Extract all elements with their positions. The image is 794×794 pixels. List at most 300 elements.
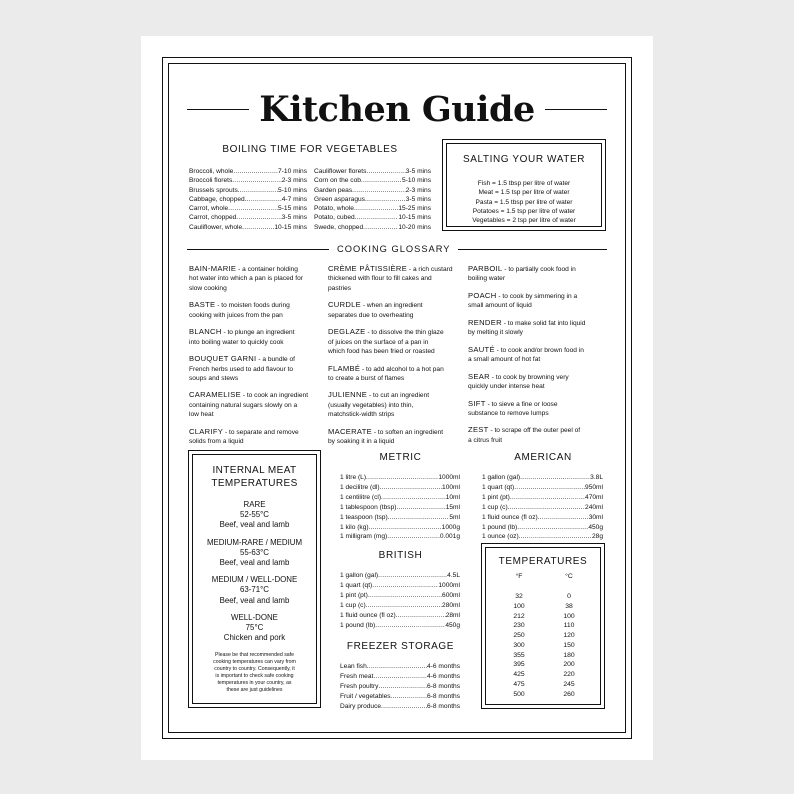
fahrenheit-value: 212 (513, 612, 525, 620)
salting-line: Vegetables = 2 tsp per litre of water (472, 217, 576, 225)
glossary-entry (328, 390, 463, 419)
glossary-entry (189, 327, 324, 347)
glossary-text: small amount of liquid (468, 302, 532, 310)
row-label: Fresh poultry (340, 682, 379, 690)
row-value: 280ml (442, 601, 460, 609)
freezer-title: FREEZER STORAGE (346, 641, 455, 652)
dot-leader (233, 167, 278, 176)
glossary-term: FLAMBÉ (328, 363, 361, 373)
glossary-term: SAUTÉ (468, 344, 495, 354)
fahrenheit-value: 100 (513, 602, 525, 610)
glossary-text: (usually vegetables) into thin, (328, 401, 414, 409)
meat-item (189, 538, 320, 569)
dot-leader (352, 186, 406, 195)
dot-leader (378, 571, 447, 581)
glossary-first-line (189, 327, 324, 337)
glossary-text: - to plunge an ingredient (221, 329, 295, 337)
glossary-column-1 (189, 264, 324, 454)
fahrenheit-value: 395 (513, 661, 525, 669)
glossary-entry (328, 327, 463, 356)
glossary-entry (468, 291, 603, 311)
row-value: 6-8 months (427, 692, 460, 700)
glossary-header (187, 242, 607, 256)
table-row (482, 503, 603, 513)
glossary-text: - to cook by simmering in a (496, 292, 578, 300)
page-title: Kitchen Guide (259, 88, 535, 130)
table-row (314, 176, 431, 185)
salting-line: Meat = 1.5 tsp per litre of water (478, 189, 570, 197)
row-label: 1 pint (pt) (482, 493, 510, 501)
glossary-text: into boiling water to quickly cook (189, 338, 284, 346)
glossary-text: - to make solid fat into liquid (501, 319, 586, 327)
row-value: 240ml (585, 503, 603, 511)
table-row (340, 662, 460, 672)
row-value: 950ml (585, 483, 603, 491)
glossary-term: CURDLE (328, 300, 362, 310)
table-row (340, 571, 460, 581)
dot-leader (391, 692, 427, 702)
glossary-text: - to soften an ingredient (372, 428, 444, 436)
dot-leader (373, 672, 427, 682)
row-value: 10-20 mins (398, 223, 431, 231)
row-value: 2-3 mins (405, 186, 431, 194)
row-value: 450g (445, 621, 460, 629)
row-value: 4.5L (447, 572, 460, 579)
row-label: 1 gallon (gal) (340, 572, 379, 579)
row-label: Dairy produce (340, 702, 382, 710)
row-label: Fresh meat (340, 672, 374, 680)
dot-leader (367, 662, 427, 672)
note-line: is important to check safe cooking (215, 672, 294, 679)
glossary-text: thickened with flour to fill cakes and (328, 275, 432, 283)
celsius-value: 180 (563, 651, 575, 659)
row-label: Cauliflower florets (314, 168, 367, 175)
table-row (189, 223, 307, 232)
table-row (340, 493, 460, 503)
american-title: AMERICAN (514, 452, 572, 463)
glossary-text: - a container holding (236, 266, 298, 273)
glossary-first-line (189, 354, 324, 364)
row-value: 28g (591, 533, 603, 541)
british-list (340, 571, 460, 630)
glossary-text: French herbs used to add flavour to (189, 365, 294, 373)
boiling-left-list (189, 167, 307, 232)
celsius-header: °C (565, 573, 573, 580)
dot-leader (363, 223, 398, 232)
glossary-text: substance to remove lumps (468, 409, 549, 417)
dot-leader (354, 204, 398, 213)
glossary-first-line (328, 364, 463, 374)
glossary-text: - to separate and remove (223, 428, 299, 436)
oven-temps-header (494, 572, 594, 582)
glossary-first-line (328, 300, 463, 310)
row-label: Cabbage, chopped (189, 195, 245, 203)
row-label: Corn on the cob (314, 177, 361, 185)
glossary-first-line (468, 425, 603, 435)
glossary-text: - to sieve a fine or loose (485, 400, 558, 408)
glossary-first-line (468, 291, 603, 301)
oven-temps-title: TEMPERATURES (498, 556, 588, 567)
table-row (340, 532, 460, 542)
row-label: Fruit / vegetables (340, 692, 391, 700)
glossary-entry (328, 264, 463, 293)
glossary-entry (189, 354, 324, 383)
row-label: 1 ounce (oz) (482, 533, 519, 541)
glossary-text: - to add alcohol to a hot pan (360, 365, 444, 373)
oven-temps-table (494, 592, 594, 699)
dot-leader (361, 176, 402, 185)
table-row (340, 621, 460, 631)
dot-leader (245, 195, 282, 204)
row-label: 1 cup (c) (340, 601, 366, 609)
salting-line: Pasta = 1.5 tbsp per litre of water (475, 198, 573, 206)
dot-leader (396, 503, 445, 513)
meat-types: Beef, veal and lamb (219, 595, 290, 605)
glossary-entry (468, 345, 603, 365)
table-row (482, 532, 603, 542)
glossary-term: RENDER (468, 317, 502, 327)
salting-lines (443, 179, 605, 225)
glossary-term: JULIENNE (328, 390, 368, 400)
glossary-term: SEAR (468, 371, 490, 381)
note-line: Please be that recommended safe (214, 652, 294, 658)
table-row (314, 223, 431, 232)
doneness-temp: 55-63°C (239, 547, 270, 557)
glossary-title: COOKING GLOSSARY (337, 244, 451, 254)
celsius-value: 220 (563, 671, 575, 678)
glossary-entry (468, 425, 603, 445)
table-row (482, 513, 603, 523)
row-label: 1 kilo (kg) (340, 523, 369, 531)
glossary-column-2 (328, 264, 463, 454)
row-label: Broccoli florets (189, 177, 233, 185)
glossary-entry (468, 318, 603, 338)
boiling-title: BOILING TIME FOR VEGETABLES (222, 144, 398, 155)
glossary-term: BOUQUET GARNI (189, 354, 257, 364)
glossary-entry (189, 390, 324, 419)
meat-items (189, 500, 320, 650)
glossary-first-line (468, 399, 603, 409)
note-line: temperatures in your country, as (217, 679, 292, 686)
table-row (340, 503, 460, 513)
glossary-entry (189, 264, 324, 293)
doneness-name: WELL-DONE (231, 612, 278, 622)
row-value: 3-5 mins (405, 168, 431, 175)
glossary-text: - to cook an ingredient (240, 392, 309, 400)
dot-leader (369, 523, 442, 533)
row-value: 600ml (442, 591, 460, 599)
row-label: 1 decilitre (dl) (340, 483, 380, 491)
row-label: 1 pound (lb) (340, 621, 376, 629)
row-label: Potato, cubed (314, 214, 355, 222)
meat-item (189, 500, 320, 531)
meat-note (189, 652, 320, 693)
dot-leader (381, 493, 446, 503)
glossary-text: of juices on the surface of a pan in (328, 338, 429, 346)
row-value: 2-3 mins (281, 177, 307, 185)
dot-leader (366, 473, 438, 483)
dot-leader (368, 591, 442, 601)
dot-leader (375, 621, 445, 631)
glossary-text: - to partially cook food in (502, 266, 576, 273)
note-line: cooking temperatures can vary from (213, 658, 296, 665)
celsius-value: 120 (563, 632, 575, 639)
fahrenheit-value: 425 (513, 671, 525, 678)
row-value: 6-8 months (427, 682, 460, 690)
glossary-term: BASTE (189, 300, 216, 310)
metric-list (340, 473, 460, 542)
table-row (340, 611, 460, 621)
title-left-rule (187, 109, 249, 110)
row-value: 30ml (588, 513, 603, 521)
fahrenheit-value: 32 (515, 593, 523, 600)
kitchen-guide-poster (141, 36, 653, 760)
glossary-first-line (189, 300, 324, 310)
glossary-text: boiling water (468, 275, 506, 283)
dot-leader (520, 473, 590, 483)
row-value: 15-25 mins (398, 205, 431, 213)
celsius-value: 150 (563, 641, 575, 649)
dot-leader (228, 204, 278, 213)
table-row (189, 213, 307, 222)
salting-box (442, 139, 606, 231)
salting-title: SALTING YOUR WATER (462, 154, 586, 165)
row-label: 1 pint (pt) (340, 591, 368, 599)
glossary-text: cooking with juices from the pan (189, 311, 283, 319)
salting-line: Fish = 1.5 tbsp per litre of water (477, 180, 571, 187)
row-value: 7-10 mins (278, 168, 307, 175)
glossary-term: SIFT (468, 398, 486, 408)
row-value: 450g (588, 523, 603, 531)
glossary-entry (468, 399, 603, 419)
boiling-right-list (314, 167, 431, 232)
row-value: 1000ml (438, 581, 460, 589)
celsius-value: 110 (563, 622, 575, 630)
glossary-text: by soaking it in a liquid (328, 438, 395, 446)
freezer-list (340, 662, 460, 712)
dot-leader (380, 483, 442, 493)
glossary-first-line (468, 264, 603, 274)
glossary-text: slow cooking (189, 284, 227, 292)
glossary-term: MACERATE (328, 426, 373, 436)
glossary-first-line (189, 390, 324, 400)
row-value: 100ml (442, 483, 460, 491)
row-label: 1 pound (lb) (482, 523, 518, 531)
dot-leader (365, 195, 406, 204)
row-label: 1 centilitre (cl) (340, 493, 382, 501)
row-value: 4-6 months (427, 672, 460, 680)
table-row (482, 523, 603, 533)
glossary-text: separates due to overheating (328, 311, 414, 319)
glossary-text: matchstick-width strips (328, 411, 395, 419)
table-row (340, 692, 460, 702)
row-label: Potato, whole (314, 205, 354, 213)
glossary-text: - to cook by browning very (489, 373, 569, 381)
fahrenheit-value: 500 (513, 690, 525, 698)
dot-leader (238, 186, 278, 195)
table-row (189, 195, 307, 204)
glossary-first-line (328, 427, 463, 437)
glossary-term: CARAMELISE (189, 390, 241, 400)
fahrenheit-value: 300 (513, 641, 525, 649)
doneness-temp: 52-55°C (239, 510, 270, 520)
note-line: country to country. Consequently, it (214, 665, 295, 672)
dot-leader (378, 682, 427, 692)
doneness-name: MEDIUM-RARE / MEDIUM (206, 537, 303, 547)
glossary-first-line (189, 264, 324, 274)
row-value: 10-15 mins (274, 223, 307, 231)
row-label: Green asparagus (314, 195, 365, 203)
table-row (340, 473, 460, 483)
dot-leader (387, 532, 440, 542)
table-row (314, 213, 431, 222)
row-label: Carrot, whole (189, 205, 229, 213)
glossary-text: soups and stews (189, 374, 239, 382)
glossary-entry (189, 427, 324, 447)
table-row (189, 204, 307, 213)
row-label: Garden peas (314, 186, 353, 194)
meat-types: Chicken and pork (223, 633, 286, 643)
table-row (189, 176, 307, 185)
dot-leader (514, 483, 585, 493)
row-label: 1 cup (c) (482, 503, 508, 511)
glossary-text: - a rich custard (407, 266, 453, 273)
dot-leader (372, 581, 438, 591)
glossary-term: BAIN-MARIE (189, 264, 237, 273)
glossary-first-line (468, 372, 603, 382)
celsius-value: 100 (563, 612, 575, 620)
glossary-entry (328, 300, 463, 320)
row-value: 3-5 mins (281, 214, 307, 222)
dot-leader (236, 213, 281, 222)
table-row (314, 186, 431, 195)
glossary-text: - to moisten foods during (215, 302, 290, 310)
glossary-text: a citrus fruit (468, 436, 503, 444)
glossary-text: - to dissolve the thin glaze (365, 329, 444, 337)
glossary-text: pastries (328, 284, 352, 292)
row-label: 1 milligram (mg) (340, 533, 388, 541)
meat-item (189, 613, 320, 644)
row-label: Swede, chopped (314, 223, 364, 231)
row-label: Cauliflower, whole (189, 223, 243, 231)
glossary-text: - a bundle of (256, 356, 295, 364)
fahrenheit-value: 475 (513, 680, 525, 688)
table-row (340, 591, 460, 601)
row-value: 6-8 months (427, 702, 460, 710)
glossary-term: PARBOIL (468, 264, 503, 273)
row-value: 10ml (445, 493, 460, 501)
glossary-text: solids from a liquid (189, 438, 244, 446)
table-row (482, 483, 603, 493)
row-label: 1 tablespoon (tbsp) (340, 503, 397, 511)
table-row (314, 167, 431, 176)
glossary-text: hot water into which a pan is placed for (189, 275, 303, 283)
fahrenheit-value: 230 (513, 622, 525, 630)
row-label: 1 teaspoon (tsp) (340, 513, 388, 521)
doneness-temp: 75°C (245, 623, 264, 633)
row-value: 1000ml (438, 474, 460, 481)
glossary-text: low heat (189, 411, 214, 419)
glossary-text: - to scrape off the outer peel of (488, 427, 581, 435)
row-label: Broccoli, whole (189, 168, 234, 175)
row-label: 1 gallon (gal) (482, 474, 521, 481)
doneness-name: MEDIUM / WELL-DONE (211, 575, 298, 585)
table-row (482, 473, 603, 483)
row-label: 1 litre (L) (340, 474, 367, 481)
dot-leader (517, 523, 588, 533)
glossary-text: by melting it slowly (468, 329, 523, 337)
table-row (314, 204, 431, 213)
fahrenheit-header: °F (515, 573, 523, 580)
glossary-text: to create a burst of flames (328, 374, 405, 382)
metric-title: METRIC (379, 452, 422, 463)
glossary-term: POACH (468, 290, 497, 300)
title-row (187, 89, 607, 129)
celsius-value: 245 (563, 680, 575, 688)
glossary-entry (328, 364, 463, 384)
row-value: 1000g (441, 523, 460, 531)
row-label: 1 quart (qt) (482, 483, 515, 491)
row-value: 5-15 mins (278, 205, 307, 213)
meat-types: Beef, veal and lamb (219, 520, 290, 530)
glossary-entry (468, 372, 603, 392)
glossary-term: BLANCH (189, 327, 222, 337)
glossary-text: quickly under intense heat (468, 383, 545, 391)
glossary-first-line (328, 390, 463, 400)
glossary-first-line (189, 427, 324, 437)
glossary-term: DEGLAZE (328, 327, 366, 337)
table-row (189, 186, 307, 195)
meat-temps-box (188, 450, 321, 708)
celsius-value: 260 (563, 690, 575, 698)
row-value: 15ml (445, 503, 460, 511)
title-right-rule (545, 109, 607, 110)
row-value: 28ml (445, 611, 460, 619)
glossary-term: ZEST (468, 425, 489, 435)
meat-title: INTERNAL MEAT TEMPERATURES (211, 465, 298, 489)
american-list (482, 473, 603, 542)
table-row (340, 682, 460, 692)
table-row (482, 493, 603, 503)
table-row (340, 601, 460, 611)
celsius-value: 38 (565, 602, 573, 610)
glossary-term: CRÈME PÂTISSIÈRE (328, 264, 408, 273)
table-row (340, 581, 460, 591)
row-label: 1 fluid ounce (fl oz) (340, 611, 396, 619)
row-value: 10-15 mins (398, 214, 431, 222)
table-row (340, 513, 460, 523)
row-value: 3.8L (590, 474, 603, 481)
row-value: 5-10 mins (278, 186, 307, 194)
glossary-first-line (328, 264, 463, 274)
glossary-text: a small amount of hot fat (468, 356, 541, 364)
row-value: 5-10 mins (402, 177, 431, 185)
doneness-name: RARE (243, 500, 266, 509)
row-value: 470ml (585, 493, 603, 501)
dot-leader (519, 532, 592, 542)
table-row (314, 195, 431, 204)
dot-leader (381, 702, 427, 712)
oven-temps-box (481, 543, 605, 709)
glossary-text: - to cook and/or brown food in (494, 346, 584, 354)
table-row (340, 702, 460, 712)
dot-leader (508, 503, 585, 513)
dot-leader (366, 601, 442, 611)
row-label: 1 quart (qt) (340, 581, 373, 589)
meat-types: Beef, veal and lamb (219, 558, 290, 568)
table-row (340, 483, 460, 493)
table-row (340, 523, 460, 533)
